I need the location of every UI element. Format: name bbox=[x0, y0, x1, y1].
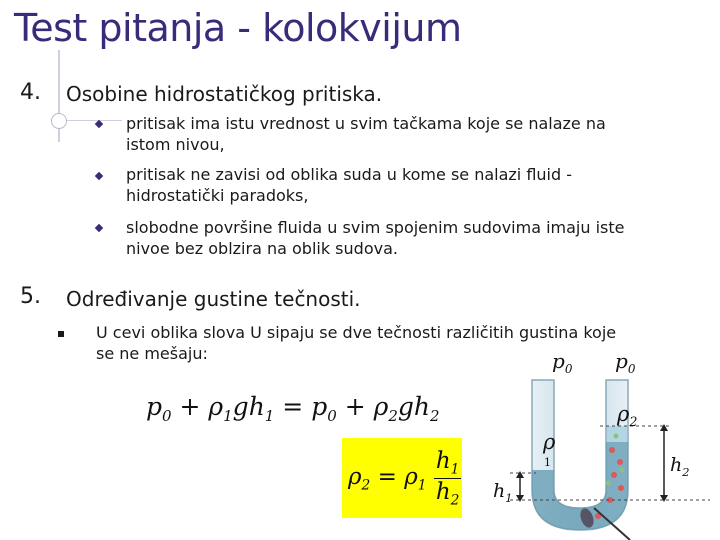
q4-bullet-1: pritisak ima istu vrednost u svim tačkama koje se nalaze na istom nivou, bbox=[126, 114, 606, 154]
decorative-circle bbox=[51, 113, 67, 129]
question-4-heading: Osobine hidrostatičkog pritiska. bbox=[66, 82, 383, 106]
label-rho: ρ bbox=[543, 430, 556, 454]
equation-density: $\rho_2 = \rho_1$ $\frac{h_1}{h_2}$ bbox=[348, 448, 460, 509]
q4-bullet-3: slobodne površine fluida u svim spojenim sudovima imaju iste nivoe bez oblzira na oblik sudova. bbox=[126, 218, 625, 258]
slide-title: Test pitanja - kolokvijum bbox=[14, 6, 462, 50]
question-4-number: 4. bbox=[20, 80, 41, 105]
q5-bullet: U cevi oblika slova U sipaju se dve tečnosti različitih gustina koje se ne mešaju: bbox=[96, 323, 617, 363]
equation-pressure-balance: $p_0 + \rho_1gh_1 = p_0 + \rho_2gh_2$ bbox=[146, 392, 440, 425]
label-h1: $h_1$ bbox=[493, 480, 513, 505]
bullet-diamond-icon bbox=[95, 224, 103, 232]
label-tick: 1 bbox=[544, 456, 551, 469]
label-h2: $h_2$ bbox=[670, 454, 690, 479]
question-5-heading: Određivanje gustine tečnosti. bbox=[66, 287, 361, 311]
question-5-number: 5. bbox=[20, 284, 41, 309]
highlighted-formula-box bbox=[342, 438, 462, 518]
label-rho2: $\rho_2$ bbox=[617, 402, 638, 430]
q4-bullet-2: pritisak ne zavisi od oblika suda u kome se nalazi fluid - hidrostatički paradoks, bbox=[126, 165, 573, 205]
bullet-diamond-icon bbox=[95, 172, 103, 180]
bullet-diamond-icon bbox=[95, 120, 103, 128]
label-p0-left: $p_0$ bbox=[552, 349, 573, 376]
u-tube-diagram bbox=[480, 340, 720, 540]
bullet-square-icon bbox=[58, 331, 64, 337]
label-p0-right: $p_0$ bbox=[615, 349, 636, 376]
